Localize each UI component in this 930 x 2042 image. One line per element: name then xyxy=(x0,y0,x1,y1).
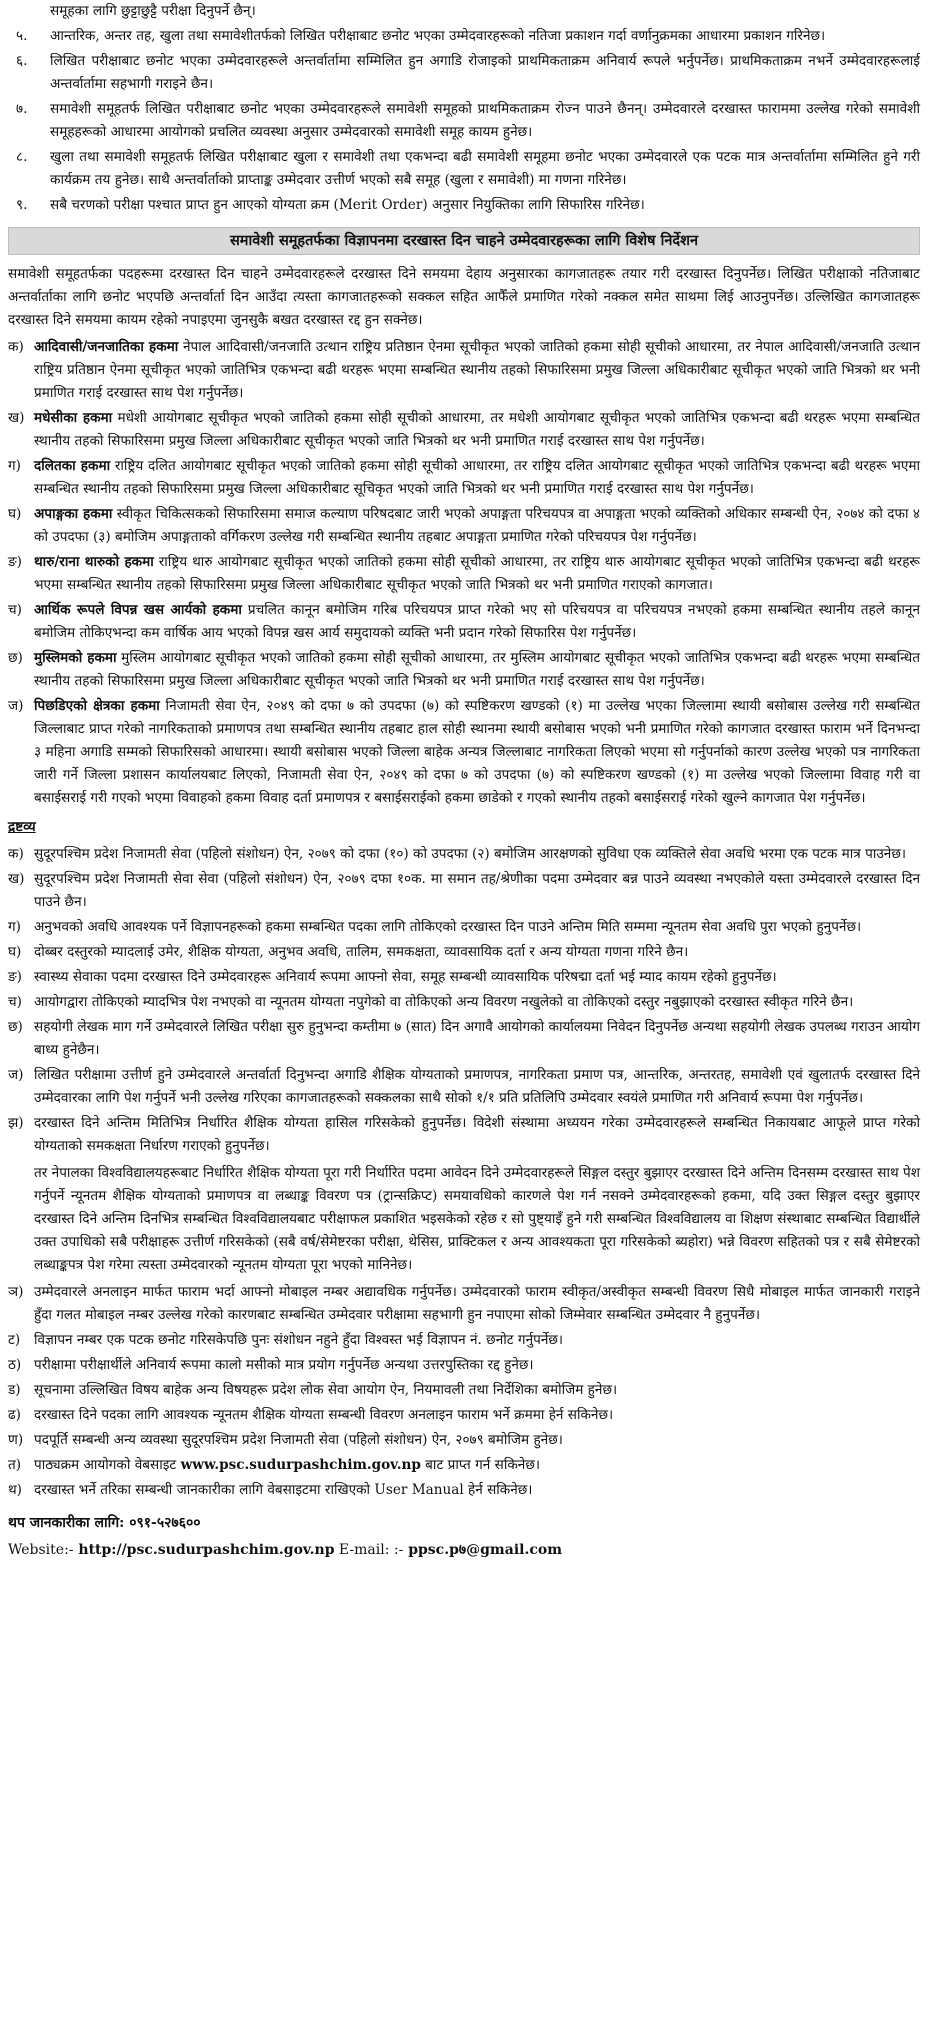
intro-paragraph: समावेशी समूहतर्फका पदहरूमा दरखास्त दिन चाहने उम्मेदवारहरूले दरखास्त दिने समयमा देहाय अनुसारका कागजातहरू तयार गरी दरखास्त दिनुपर्नेछ। लिखित परीक्षाको नतिजाबाट अन्तर्वार्ताका लागि छनोट भएपछि अन्तर्वार्ता दिन आउँदा त्यस्ता कागजातहरूको सक्कल सहित आफैँले प्रमाणित गरेको नक्कल समेत साथमा लिई आउनुपर्नेछ। उल्लिखित कागजातहरू दरखास्त दिने समयमा कायम रहेको नपाइएमा जुनसुकै बखत दरखास्त रद्द हुन सक्नेछ। xyxy=(8,266,920,328)
list-item xyxy=(8,25,920,48)
item-number: छ) xyxy=(8,1019,23,1035)
contact-line xyxy=(8,1512,920,1535)
note-item xyxy=(8,843,920,866)
contact-phone: ०९१-५२७६०० xyxy=(124,1515,201,1531)
item-number: च) xyxy=(8,994,22,1010)
item-text xyxy=(34,503,920,549)
item-number: घ) xyxy=(8,944,22,960)
list-item xyxy=(8,455,920,501)
item-text: सबै चरणको परीक्षा पश्चात प्राप्त हुन आएको योग्यता क्रम (Merit Order) अनुसार नियुक्तिका लागि सिफारिस गरिनेछ। xyxy=(50,197,645,213)
item-text: दरखास्त भर्ने तरिका सम्बन्धी जानकारीका लागि वेबसाइटमा राखिएको User Manual हेर्न सकिनेछ। xyxy=(34,1482,533,1498)
item-text: समावेशी समूहतर्फ लिखित परीक्षाबाट छनोट भएका उम्मेदवारहरूले समावेशी समूहको प्राथमिकताक्रम रोज्न पाउने छैनन्। उम्मेदवारले दरखास्त फाराममा उल्लेख गरेको समावेशी समूहहरूको आधारमा आयोगको प्रचलित व्यवस्था अनुसार उम्मेदवारको समावेशी समूह कायम हुनेछ। xyxy=(50,101,920,140)
item-text: स्वास्थ्य सेवाका पदमा दरखास्त दिने उम्मेदवारहरू अनिवार्य रूपमा आफ्नो सेवा, समूह सम्बन्धी व्यावसायिक परिषद्मा दर्ता भई म्याद कायम रहेको हुनुपर्नेछ। xyxy=(34,969,777,985)
item-body: मुस्लिम आयोगबाट सूचीकृत भएको जातिको हकमा सोही सूचीको आधारमा, तर मुस्लिम आयोगबाट सूचीकृत भएको जातिभित्र एकभन्दा बढी थरहरू भएमा सम्बन्धित स्थानीय तहको सिफारिसमा प्रमुख जिल्ला अधिकारीबाट सूचीकृत भएको जाति भित्रको थर भनी प्रमाणित गराई दरखास्त साथ पेश गर्नुपर्नेछ। xyxy=(34,650,920,689)
item-text: अनुभवको अवधि आवश्यक पर्ने विज्ञापनहरूको हकमा सम्बन्धित पदका लागि तोकिएको दरखास्त दिन पाउने अन्तिम मिति सम्ममा न्यूनतम सेवा अवधि पुरा भएको हुनुपर्नेछ। xyxy=(34,919,862,935)
item-heading: दलितका हकमा xyxy=(34,458,111,474)
item-body: राष्ट्रिय दलित आयोगबाट सूचीकृत भएको जातिको हकमा सोही सूचीको आधारमा, तर राष्ट्रिय दलित आयोगबाट सूचीकृत भएको जातिभित्र एकभन्दा बढी थरहरू भएमा सम्बन्धित स्थानीय तहको सिफारिसमा प्रमुख जिल्ला अधिकारीबाट सूचिकृत भएको जाति भित्रको थर भनी प्रमाणित गराई दरखास्त साथ पेश गर्नुपर्नेछ। xyxy=(34,458,920,497)
item-body: मधेशी आयोगबाट सूचीकृत भएको जातिको हकमा सोही सूचीको आधारमा, तर मधेशी आयोगबाट सूचीकृत भएको जातिभित्र एकभन्दा बढी थरहरू भएमा सम्बन्धित स्थानीय तहको सिफारिसमा प्रमुख जिल्ला अधिकारीबाट सूचीकृत भएको जाति भित्रको थर भनी प्रमाणित गराई दरखास्त साथ पेश गर्नुपर्नेछ। xyxy=(34,410,920,449)
item-text: सहयोगी लेखक माग गर्ने उम्मेदवारले लिखित परीक्षा सुरु हुनुभन्दा कम्तीमा ७ (सात) दिन अगावै आयोगको कार्यालयमा निवेदन दिनुपर्नेछ अन्यथा सहयोगी लेखक उपलब्ध गराउन आयोग बाध्य हुनेछैन। xyxy=(34,1019,920,1058)
item-body: राष्ट्रिय थारु आयोगबाट सूचीकृत भएको जातिको हकमा सोही सूचीको आधारमा, तर राष्ट्रिय थारु आयोगबाट सूचीकृत भएको जातिभित्र एकभन्दा बढी थरहरू भएमा सम्बन्धित स्थानीय तहको सिफारिसमा प्रमुख जिल्ला अधिकारीबाट सूचीकृत भएको जाति भित्रको थर भनी प्रमाणित गराएको कागजात। xyxy=(34,554,920,593)
item-number: ७. xyxy=(16,101,28,117)
item-body: प्रचलित कानून बमोजिम गरिब परिचयपत्र प्राप्त गरेको भए सो परिचयपत्र वा परिचयपत्र नभएको हकमा सम्बन्धित स्थानीय तहले कानून बमोजिम तोकिएभन्दा कम वार्षिक आय भएको विपन्न खस आर्य समुदायको व्यक्ति भनी प्रदान गरेको सिफारिस पेश गर्नुपर्नेछ। xyxy=(34,602,920,641)
email-label: E-mail: :- xyxy=(334,1542,404,1558)
item-number: ट) xyxy=(8,1332,21,1348)
contact-label: थप जानकारीका लागि: xyxy=(8,1515,125,1531)
note-item xyxy=(8,1016,920,1062)
item-body: बाट प्राप्त गर्न सकिनेछ। xyxy=(420,1457,541,1473)
item-text: लिखित परीक्षामा उत्तीर्ण हुने उम्मेदवारले अन्तर्वार्ता दिनुभन्दा अगाडि शैक्षिक योग्यताको प्रमाणपत्र, नागरिकता प्रमाण पत्र, आन्तरिक, अन्तरतह, समावेशी एवं खुलातर्फ दरखास्त दिने उम्मेदवारका लागि पेश गर्नुपर्ने भनी उल्लेख गरिएका कागजातहरूको सक्कलका साथै सोको १/१ प्रति प्रतिलिपि उम्मेदवार स्वयंले प्रमाणित गरी अनिवार्य रूपमा पेश गर्नुपर्नेछ। xyxy=(34,1067,920,1106)
item-heading: मधेसीका हकमा xyxy=(34,410,113,426)
note-item xyxy=(8,1479,920,1502)
item-number: ठ) xyxy=(8,1357,22,1373)
item-number: ण) xyxy=(8,1432,24,1448)
note-item xyxy=(8,1112,920,1158)
item-text xyxy=(34,647,920,693)
item-text: सुदूरपश्चिम प्रदेश निजामती सेवा सेवा (पहिलो संशोधन) ऐन, २०७९ दफा १०क. मा समान तह/श्रेणीका पदमा उम्मेदवार बन्न पाउने व्यवस्था नभएकोले यस्ता उम्मेदवारले दरखास्त दिन पाउने छैन। xyxy=(34,871,920,910)
item-number: ८. xyxy=(16,149,28,165)
list-item xyxy=(8,503,920,549)
item-text: पदपूर्ति सम्बन्धी अन्य व्यवस्था सुदूरपश्चिम प्रदेश निजामती सेवा (पहिलो संशोधन) ऐन, २०७९ बमोजिम हुनेछ। xyxy=(34,1432,563,1448)
note-item xyxy=(8,1379,920,1402)
item-number: ९. xyxy=(16,197,28,213)
item-text xyxy=(34,455,920,501)
item-text xyxy=(34,336,920,405)
item-heading: आर्थिक रूपले विपन्न खस आर्यको हकमा xyxy=(34,602,242,618)
item-text xyxy=(34,551,920,597)
item-heading: आदिवासी/जनजातिका हकमा xyxy=(34,339,179,355)
item-text: खुला तथा समावेशी समूहतर्फ लिखित परीक्षाबाट खुला र समावेशी तथा एकभन्दा बढी समावेशी समूहमा छनोट भएका उम्मेदवारले एक पटक मात्र अन्तर्वार्तामा सम्मिलित हुने गरी कार्यक्रम तय हुनेछ। साथै अन्तर्वार्ताको प्राप्ताङ्क उम्मेदवार उत्तीर्ण भएको सबै समूह (खुला र समावेशी) मा गणना गरिनेछ। xyxy=(50,149,920,188)
item-number: ज) xyxy=(8,1067,24,1083)
item-number: ड) xyxy=(8,1382,21,1398)
note-item xyxy=(8,1454,920,1477)
item-number: थ) xyxy=(8,1482,22,1498)
email-link[interactable]: ppsc.p७@gmail.com xyxy=(403,1542,563,1558)
item-text: दरखास्त दिने पदका लागि आवश्यक न्यूनतम शैक्षिक योग्यता सम्बन्धी विवरण अनलाइन फाराम भर्ने क्रममा हेर्न सकिनेछ। xyxy=(34,1407,614,1423)
item-body: पाठ्यक्रम आयोगको वेबसाइट xyxy=(34,1457,181,1473)
note-item xyxy=(8,1329,920,1352)
item-number: ग) xyxy=(8,919,21,935)
item-number: ङ) xyxy=(8,554,22,570)
item-text: उम्मेदवारले अनलाइन मार्फत फाराम भर्दा आफ्नो मोबाइल नम्बर अद्यावधिक गर्नुपर्नेछ। उम्मेदवारको फाराम स्वीकृत/अस्वीकृत सम्बन्धी विवरण सिधै मोबाइल मार्फत जानकारी गराइने हुँदा गलत मोबाइल नम्बर उल्लेख गरेको कारणबाट सम्बन्धित उम्मेदवार परीक्षामा सहभागी हुन नपाएमा सोको जिम्मेवार सम्बन्धित उम्मेदवार नै हुनुपर्नेछ। xyxy=(34,1284,920,1323)
footer-line xyxy=(8,1539,920,1562)
item-text: सुदूरपश्चिम प्रदेश निजामती सेवा (पहिलो संशोधन) ऐन, २०७९ को दफा (१०) को उपदफा (२) बमोजिम आरक्षणको सुविधा एक व्यक्तिले सेवा अवधि भरमा एक पटक मात्र पाउनेछ। xyxy=(34,846,907,862)
note-item xyxy=(8,1354,920,1377)
item-heading: अपाङ्गका हकमा xyxy=(34,506,113,522)
note-item xyxy=(8,1429,920,1452)
list-item xyxy=(8,336,920,405)
item-number: ख) xyxy=(8,871,25,887)
item-number: च) xyxy=(8,602,22,618)
item-text: विज्ञापन नम्बर एक पटक छनोट गरिसकेपछि पुनः संशोधन नहुने हुँदा विश्वस्त भई विज्ञापन नं. छनोट गर्नुपर्नेछ। xyxy=(34,1332,564,1348)
item-number: क) xyxy=(8,846,24,862)
item-number: ज) xyxy=(8,698,24,714)
list-item xyxy=(8,647,920,693)
item-text: लिखित परीक्षाबाट छनोट भएका उम्मेदवारहरूले अन्तर्वार्तामा सम्मिलित हुन अगाडि रोजाइको प्राथमिकताक्रम अनिवार्य रूपले भर्नुपर्नेछ। प्राथमिकताक्रम नभर्ने उम्मेदवारहरूलाई अन्तर्वार्तामा सहभागी गराइने छैन। xyxy=(50,53,920,92)
note-item xyxy=(8,991,920,1014)
item-number: ६. xyxy=(16,53,28,69)
note-item xyxy=(8,1064,920,1110)
list-item xyxy=(8,146,920,192)
item-text: सूचनामा उल्लिखित विषय बाहेक अन्य विषयहरू प्रदेश लोक सेवा आयोग ऐन, नियमावली तथा निर्देशिका बमोजिम हुनेछ। xyxy=(34,1382,618,1398)
list-item xyxy=(8,0,920,23)
item-heading: थारु/राना थारुको हकमा xyxy=(34,554,154,570)
item-text: दरखास्त दिने अन्तिम मितिभित्र निर्धारित शैक्षिक योग्यता हासिल गरिसकेको हुनुपर्नेछ। विदेशी संस्थामा अध्ययन गरेका उम्मेदवारहरूले सम्बन्धित निकायबाट आफूले प्राप्त गरेको योग्यताको समकक्षता निर्धारण गराएको हुनुपर्नेछ। xyxy=(34,1115,920,1154)
list-item xyxy=(8,407,920,453)
item-number: ग) xyxy=(8,458,21,474)
item-number: झ) xyxy=(8,1115,24,1131)
item-text xyxy=(34,407,920,453)
website-label: Website:- xyxy=(8,1542,74,1558)
note-item xyxy=(8,1404,920,1427)
item-text: समूहका लागि छुट्टाछुट्टै परीक्षा दिनुपर्ने छैन्। xyxy=(50,3,256,19)
item-text: दोब्बर दस्तुरको म्यादलाई उमेर, शैक्षिक योग्यता, अनुभव अवधि, तालिम, समकक्षता, व्यावसायिक दर्ता र अन्य योग्यता गणना गरिने छैन। xyxy=(34,944,689,960)
item-number: ५. xyxy=(16,28,28,44)
notes-heading: द्रष्टव्य xyxy=(8,819,36,835)
note-item xyxy=(8,941,920,964)
item-number: ञ) xyxy=(8,1284,24,1300)
list-item xyxy=(8,194,920,217)
item-number: ढ) xyxy=(8,1407,21,1423)
item-text: आन्तरिक, अन्तर तह, खुला तथा समावेशीतर्फको लिखित परीक्षाबाट छनोट भएका उम्मेदवारहरूको नतिजा प्रकाशन गर्दा वर्णानुक्रमका आधारमा प्रकाशन गरिनेछ। xyxy=(50,28,826,44)
item-text xyxy=(34,695,920,810)
item-number: त) xyxy=(8,1457,22,1473)
item-text: आयोगद्वारा तोकिएको म्यादभित्र पेश नभएको वा न्यूनतम योग्यता नपुगेको वा तोकिएको अन्य विवरण नखुलेको वा तोकिएको दस्तुर नबुझाएको दरखास्त स्वीकृत गरिने छैन। xyxy=(34,994,854,1010)
section-banner: समावेशी समूहतर्फका विज्ञापनमा दरखास्त दिन चाहने उम्मेदवारहरूका लागि विशेष निर्देशन xyxy=(8,227,920,255)
item-number: क) xyxy=(8,339,24,355)
item-number: घ) xyxy=(8,506,22,522)
list-item xyxy=(8,695,920,810)
notice-document xyxy=(8,0,920,1562)
list-item xyxy=(8,551,920,597)
note-paragraph: तर नेपालका विश्वविद्यालयहरूबाट निर्धारित शैक्षिक योग्यता पूरा गरी निर्धारित पदमा आवेदन दिने उम्मेदवारहरूले सिङ्गल दस्तुर बुझाएर दरखास्त दिने अन्तिम दिनसम्म दरखास्त साथ पेश गर्नुपर्ने न्यूनतम शैक्षिक योग्यताको प्रमाणपत्र वा लब्धाङ्क विवरण पत्र (ट्रान्सक्रिप्ट) समयावधिको कारणले पेश गर्न नसक्ने उम्मेदवारहरूको हकमा, यदि उक्त सिङ्गल दस्तुर बुझाएर दरखास्त दिने अन्तिम दिनभित्र सम्बन्धित विश्वविद्यालयबाट परीक्षाफल प्रकाशित भइसकेको रहेछ र सो पुष्ट्याइँ हुने गरी सम्बन्धित विश्वविद्यालय वा शिक्षण संस्थाबाट सम्बन्धित विद्यार्थीले उक्त उपाधिको सबै परीक्षाहरू उत्तीर्ण गरिसकेको (सबै वर्ष/सेमेष्टरका परीक्षा, थेसिस, प्राक्टिकल र अन्य आवश्यकता पूरा गरिसकेको ब्यहोरा) भन्ने विवरण सहितको पत्र र सबै सेमेष्टरको लब्धाङ्कपत्र पेश गरेमा त्यस्ता उम्मेदवारको न्यूनतम योग्यता पूरा भएको मानिनेछ। xyxy=(34,1165,920,1273)
item-body: निजामती सेवा ऐन, २०४९ को दफा ७ को उपदफा (७) को स्पष्टिकरण खण्डको (१) मा उल्लेख भएका जिल्लामा स्थायी बसोबास उल्लेख गरी सम्बन्धित जिल्लाबाट प्राप्त गरेको नागरिकताको प्रमाणपत्र तथा सम्बन्धित स्थानीय तहबाट हाल सोही स्थानमा स्थायी बसोबास भएको भनी प्रमाणित गरेको कागजात दरखास्त फाराम भर्ने दिनभन्दा ३ महिना अगाडि सम्मको सिफारिसको आधारमा। स्थायी बसोबास भएको जिल्ला बाहेक अन्यत्र जिल्लाबाट नागरिकता लिएको भएमा सो गर्नुपर्नाको कारण उल्लेख भएको पत्र नागरिकता जारी गर्ने जिल्ला प्रशासन कार्यालयबाट लिएको, निजामती सेवा ऐन, २०४९ को दफा ७ को उपदफा (७) को स्पष्टिकरण खण्डको (१) मा उल्लेख भएको जिल्लामा विवाह गरी वा बसाईसराई गरी गएको भएमा विवाहको हकमा विवाह दर्ता प्रमाणपत्र र बसाईसराईको हकमा छाडेको र गएको स्थानीय तहको बसाईसराई गरेको खुल्ने कागजात पेश गर्नुपर्नेछ। xyxy=(34,698,920,806)
item-number: छ) xyxy=(8,650,23,666)
item-body: नेपाल आदिवासी/जनजाति उत्थान राष्ट्रिय प्रतिष्ठान ऐनमा सूचीकृत भएको जातिको हकमा सोही सूचीको आधारमा, तर नेपाल आदिवासी/जनजाति उत्थान राष्ट्रिय प्रतिष्ठान ऐनमा सूचीकृत भएको जातिभित्र एकभन्दा बढी थरहरू भएमा सम्बन्धित स्थानीय तहको सिफारिसमा प्रमुख जिल्ला अधिकारीबाट सूचीकृत भएको जाति भित्रको थर भनी प्रमाणित गराई दरखास्त साथ पेश गर्नुपर्नेछ। xyxy=(34,339,920,401)
item-text: परीक्षामा परीक्षार्थीले अनिवार्य रूपमा कालो मसीको मात्र प्रयोग गर्नुपर्नेछ अन्यथा उत्तरपुस्तिका रद्द हुनेछ। xyxy=(34,1357,534,1373)
website-link[interactable]: http://psc.sudurpashchim.gov.np xyxy=(73,1542,335,1558)
item-text xyxy=(34,1454,920,1477)
note-item xyxy=(8,1281,920,1327)
website-link[interactable]: www.psc.sudurpashchim.gov.np xyxy=(180,1457,421,1473)
item-heading: पिछडिएको क्षेत्रका हकमा xyxy=(34,698,160,714)
item-number: ङ) xyxy=(8,969,22,985)
list-item xyxy=(8,599,920,645)
list-item xyxy=(8,50,920,96)
item-heading: मुस्लिमको हकमा xyxy=(34,650,117,666)
item-body: स्वीकृत चिकित्सकको सिफारिसमा समाज कल्याण परिषदबाट जारी भएको अपाङ्गता परिचयपत्र वा अपाङ्गता भएको व्यक्तिको अधिकार सम्बन्धी ऐन, २०७४ को दफा ४ को उपदफा (३) बमोजिम अपाङ्गताको वर्गिकरण उल्लेख गरी सम्बन्धित स्थानीय तहबाट अपाङ्गता प्रमाणित गरेको परिचयपत्र पेश गर्नुपर्नेछ। xyxy=(34,506,921,545)
list-item xyxy=(8,98,920,144)
item-number: ख) xyxy=(8,410,25,426)
item-text xyxy=(34,599,920,645)
note-item xyxy=(8,966,920,989)
note-item xyxy=(8,868,920,914)
note-item xyxy=(8,916,920,939)
